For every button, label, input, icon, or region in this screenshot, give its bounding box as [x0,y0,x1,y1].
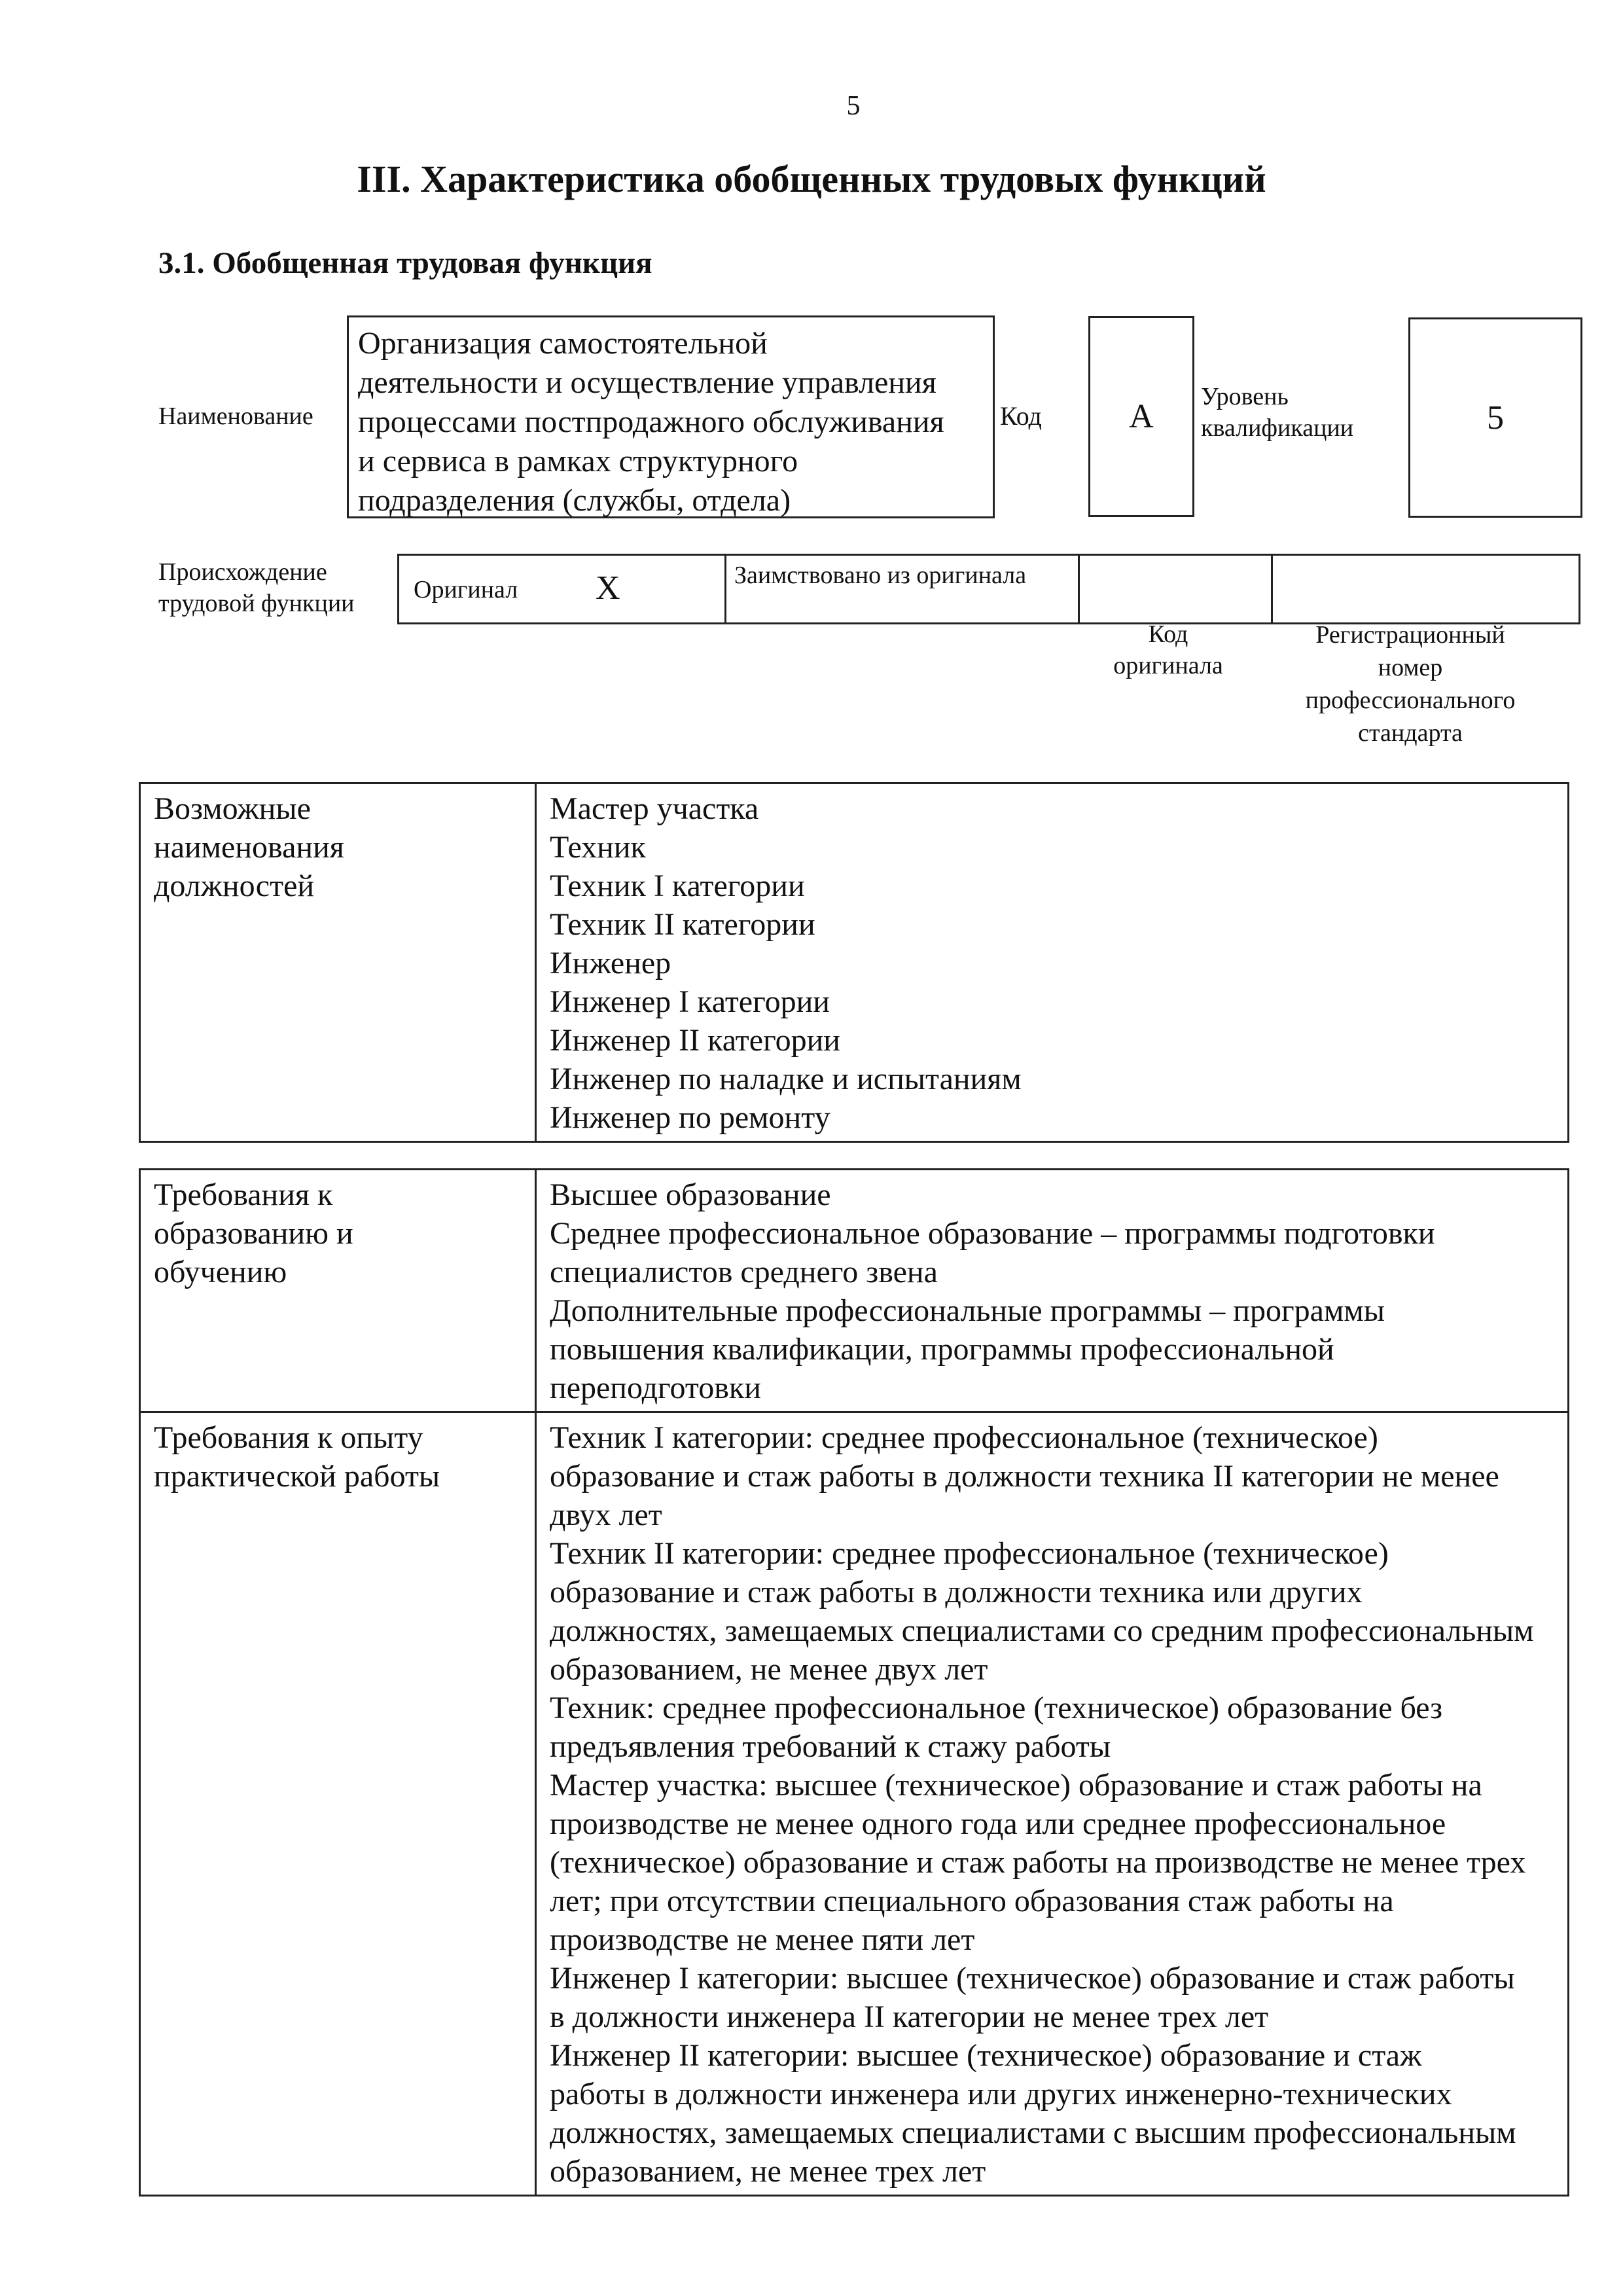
reg-number-caption-line: профессионального [1305,687,1516,714]
experience-line: предъявления требований к стажу работы [550,1729,1111,1764]
education-label-line: обучению [154,1255,287,1289]
code-value: А [1129,398,1154,435]
table-row [140,1412,1569,2196]
function-name-line: подразделения (службы, отдела) [358,483,791,518]
experience-line: образованием, не менее двух лет [550,1652,988,1687]
name-label: Наименование [158,403,313,430]
function-name-line: Организация самостоятельной [358,326,768,361]
position-item: Инженер по ремонту [550,1100,830,1135]
function-name-line: деятельности и осуществление управления [358,365,936,400]
experience-line: Техник: среднее профессиональное (техническое) образование без [550,1691,1443,1725]
experience-line: образованием, не менее трех лет [550,2154,986,2189]
position-item: Техник II категории [550,907,815,942]
education-content-cell [536,1170,1569,1412]
education-line: Среднее профессиональное образование – программы подготовки [550,1216,1435,1251]
position-item: Техник I категории [550,869,805,903]
function-name-line: процессами постпродажного обслуживания [358,404,944,439]
reg-number-caption-line: номер [1378,654,1443,681]
positions-label-line: наименования [154,830,344,865]
reg-number-caption [1257,619,1564,749]
level-label-line: квалификации [1201,414,1354,442]
borrowed-label: Заимствовано из оригинала [734,562,1027,589]
experience-line: Мастер участка: высшее (техническое) образование и стаж работы на [550,1768,1482,1803]
experience-line: в должности инженера II категории не менее трех лет [550,2000,1269,2034]
experience-line: Техник II категории: среднее профессиональное (техническое) [550,1536,1389,1571]
experience-line: (техническое) образование и стаж работы на производстве не менее трех [550,1845,1526,1880]
experience-line: образование и стаж работы в должности техника II категории не менее [550,1459,1499,1494]
education-line: повышения квалификации, программы профессиональной [550,1332,1334,1367]
positions-list-cell [536,783,1569,1142]
experience-line: образование и стаж работы в должности техника или других [550,1575,1363,1609]
experience-line: Инженер II категории: высшее (техническое) образование и стаж [550,2038,1422,2073]
origin-label-line: Происхождение [158,558,327,586]
reg-number-cell [1273,556,1578,622]
experience-line: должностях, замещаемых специалистами со средним профессиональным [550,1613,1534,1648]
function-name-box [347,315,995,518]
code-original-caption-line: оригинала [1113,652,1223,679]
table-row [140,783,1569,1142]
requirements-table [139,1168,1569,2197]
experience-line: производстве не менее пяти лет [550,1922,975,1957]
level-value-box [1408,317,1582,518]
position-item: Мастер участка [550,791,759,826]
experience-label-line: практической работы [154,1459,440,1494]
positions-label-cell [140,783,536,1142]
code-original-cell [1080,556,1273,622]
experience-line: должностях, замещаемых специалистами с высшим профессиональным [550,2115,1516,2150]
position-item: Инженер I категории [550,984,830,1019]
original-mark: Х [596,569,620,607]
subsection-title: 3.1. Обобщенная трудовая функция [158,246,652,280]
education-label-line: образованию и [154,1216,353,1251]
education-label-line: Требования к [154,1177,333,1212]
experience-line: двух лет [550,1498,662,1532]
position-item: Техник [550,830,646,865]
original-cell [399,556,726,622]
level-label-line: Уровень [1201,383,1289,410]
borrowed-cell [726,556,1080,622]
code-label: Код [1000,401,1042,431]
education-line: Высшее образование [550,1177,831,1212]
experience-line: Инженер I категории: высшее (техническое) образование и стаж работы [550,1961,1515,1996]
education-line: специалистов среднего звена [550,1255,938,1289]
origin-label-line: трудовой функции [158,590,355,617]
code-value-box [1088,316,1194,517]
experience-line: Техник I категории: среднее профессиональное (техническое) [550,1420,1378,1455]
level-value: 5 [1487,399,1504,437]
education-label-cell [140,1170,536,1412]
page-number: 5 [846,91,861,121]
experience-line: работы в должности инженера или других инженерно-технических [550,2077,1452,2111]
experience-label-line: Требования к опыту [154,1420,423,1455]
position-item: Инженер II категории [550,1023,840,1058]
positions-table [139,782,1569,1143]
section-title: III. Характеристика обобщенных трудовых функций [357,158,1266,200]
reg-number-caption-line: Регистрационный [1315,621,1505,649]
code-original-caption [1047,619,1289,681]
origin-table [397,554,1580,624]
position-item: Инженер по наладке и испытаниям [550,1062,1022,1096]
experience-content-cell [536,1412,1569,2196]
position-item: Инженер [550,946,671,980]
code-original-caption-line: Код [1148,620,1188,648]
positions-label-line: должностей [154,869,315,903]
original-label: Оригинал [414,576,518,603]
origin-label [158,556,355,619]
education-line: переподготовки [550,1371,761,1405]
experience-line: производстве не менее одного года или среднее профессиональное [550,1806,1446,1841]
education-line: Дополнительные профессиональные программы – программы [550,1293,1385,1328]
experience-line: лет; при отсутствии специального образования стаж работы на [550,1884,1394,1918]
level-label [1201,381,1353,444]
reg-number-caption-line: стандарта [1358,719,1463,747]
function-name-line: и сервиса в рамках структурного [358,444,798,478]
table-row [140,1170,1569,1412]
experience-label-cell [140,1412,536,2196]
positions-label-line: Возможные [154,791,311,826]
